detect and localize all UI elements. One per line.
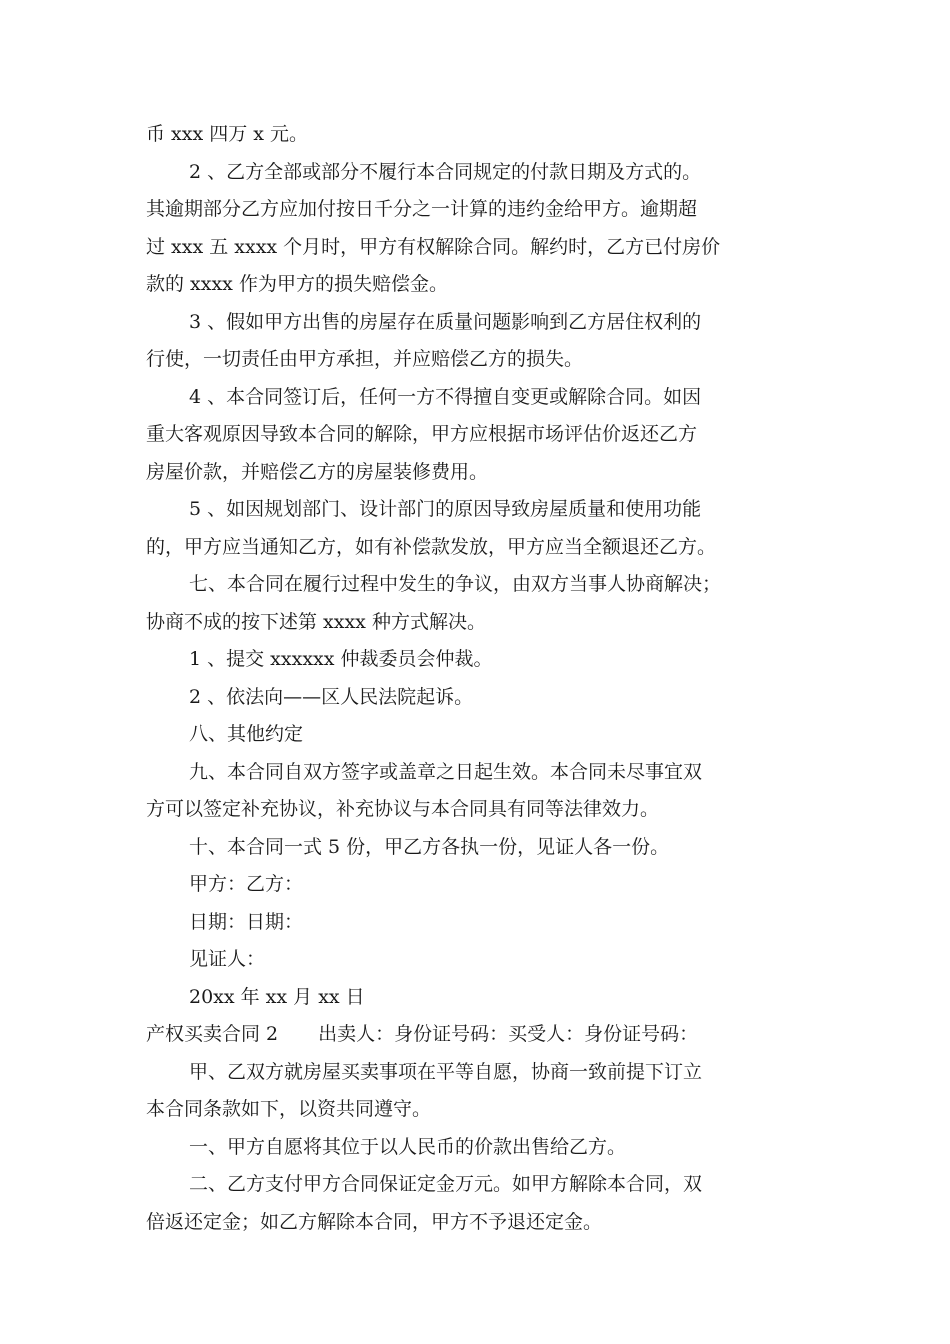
date-line: 20xx 年 xx 月 xx 日 bbox=[189, 985, 365, 1008]
signature-date-line: 日期：日期： bbox=[189, 910, 304, 933]
witness-line: 见证人： bbox=[189, 948, 266, 970]
section-9-line: 九、本合同自双方签字或盖章之日起生效。本合同未尽事宜双 bbox=[189, 760, 703, 783]
preamble-line: 甲、乙双方就房屋买卖事项在平等自愿，协商一致前提下订立 bbox=[189, 1060, 703, 1083]
article-1-line: 一、甲方自愿将其位于以人民币的价款出售给乙方。 bbox=[189, 1135, 627, 1158]
signature-parties-line: 甲方：乙方： bbox=[189, 873, 304, 895]
text-line: 过 xxx 五 xxxx 个月时，甲方有权解除合同。解约时，乙方已付房价 bbox=[146, 235, 721, 258]
text-line: 币 xxx 四万 x 元。 bbox=[146, 123, 309, 145]
section-10-line: 十、本合同一式 5 份，甲乙方各执一份，见证人各一份。 bbox=[189, 835, 670, 858]
clause-3-line: 3 、假如甲方出售的房屋存在质量问题影响到乙方居住权利的 bbox=[189, 310, 702, 333]
option-2-line: 2 、依法向——区人民法院起诉。 bbox=[189, 685, 474, 708]
article-2-line: 二、乙方支付甲方合同保证定金万元。如甲方解除本合同，双 bbox=[189, 1173, 703, 1195]
clause-5-line: 5 、如因规划部门、设计部门的原因导致房屋质量和使用功能 bbox=[189, 498, 702, 520]
option-1-line: 1 、提交 xxxxxx 仲裁委员会仲裁。 bbox=[189, 648, 493, 670]
section-8-heading: 八、其他约定 bbox=[189, 723, 304, 745]
text-line: 其逾期部分乙方应加付按日千分之一计算的违约金给甲方。逾期超 bbox=[146, 198, 698, 220]
clause-4-line: 4 、本合同签订后，任何一方不得擅自变更或解除合同。如因 bbox=[189, 385, 702, 408]
clause-2-line: 2 、乙方全部或部分不履行本合同规定的付款日期及方式的。 bbox=[189, 160, 702, 183]
text-line: 款的 xxxx 作为甲方的损失赔偿金。 bbox=[146, 273, 448, 295]
text-line: 方可以签定补充协议，补充协议与本合同具有同等法律效力。 bbox=[146, 798, 660, 820]
text-line: 的，甲方应当通知乙方，如有补偿款发放，甲方应当全额退还乙方。 bbox=[146, 535, 717, 558]
text-line: 重大客观原因导致本合同的解除，甲方应根据市场评估价返还乙方 bbox=[146, 423, 698, 445]
contract-2-title: 产权买卖合同 2 bbox=[146, 1023, 279, 1045]
section-7-line: 七、本合同在履行过程中发生的争议，由双方当事人协商解决； bbox=[189, 573, 722, 595]
contract-2-header-line bbox=[146, 1016, 826, 1054]
contract-text bbox=[146, 116, 826, 1241]
text-line: 倍返还定金；如乙方解除本合同，甲方不予退还定金。 bbox=[146, 1210, 603, 1233]
text-line: 协商不成的按下述第 xxxx 种方式解决。 bbox=[146, 610, 486, 633]
text-line: 行使，一切责任由甲方承担，并应赔偿乙方的损失。 bbox=[146, 348, 584, 370]
party-id-fields: 出卖人：身份证号码：买受人：身份证号码： bbox=[318, 1023, 699, 1045]
text-line: 房屋价款，并赔偿乙方的房屋装修费用。 bbox=[146, 460, 489, 483]
text-line: 本合同条款如下，以资共同遵守。 bbox=[146, 1098, 432, 1120]
